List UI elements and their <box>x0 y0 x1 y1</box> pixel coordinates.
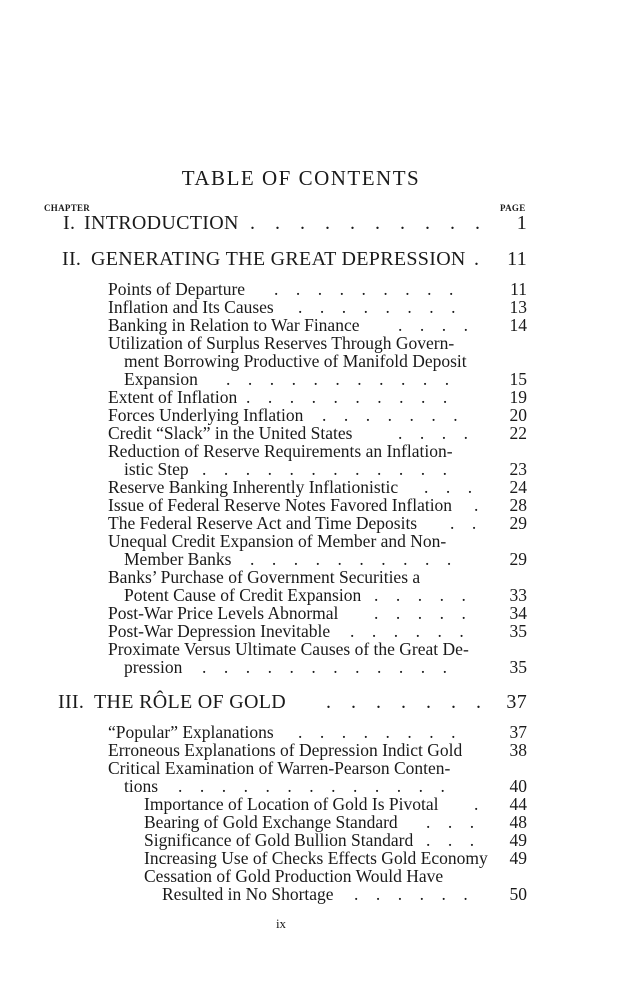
section-title: Forces Underlying Inflation <box>108 405 304 425</box>
section-title-line: Expansion <box>124 369 198 389</box>
page-number: 44 <box>509 794 527 814</box>
section-title: Points of Departure <box>108 279 246 299</box>
page-number: 20 <box>509 405 527 425</box>
chapter-title: THE RÔLE OF GOLD <box>94 691 287 713</box>
leader-dots: . . . . . . . . <box>298 297 456 317</box>
leader-dots: . . . . . . . <box>326 691 481 713</box>
page-number: 35 <box>509 657 527 677</box>
page-number: 23 <box>509 459 527 479</box>
chapter-numeral: III. <box>58 691 85 713</box>
leader-dots: . . . . . . . . . . . . <box>202 657 447 677</box>
page-number: 15 <box>509 369 527 389</box>
section-title-line: tions <box>124 776 159 796</box>
subsection-title: Significance of Gold Bullion Standard <box>144 830 414 850</box>
page-number: 1 <box>516 212 527 234</box>
leader-dots: . . . . . . . . . . . . . <box>178 776 445 796</box>
section-title-line: Reduction of Reserve Requirements an Inflation- <box>108 441 453 461</box>
leader-dots: . <box>474 495 479 515</box>
subsection-title: Bearing of Gold Exchange Standard <box>144 812 398 832</box>
leader-dots: . . . . . . <box>350 621 464 641</box>
leader-dots: . . . . <box>398 423 468 443</box>
section-title-line: Unequal Credit Expansion of Member and Non- <box>108 531 447 551</box>
leader-dots: . . . . . <box>374 585 466 605</box>
page-folio: ix <box>275 916 287 931</box>
leader-dots: . . . . . . . . . <box>274 279 454 299</box>
leader-dots: . . . . . <box>374 603 466 623</box>
section-title-line: Member Banks <box>124 549 232 569</box>
page-title: TABLE OF CONTENTS <box>181 166 421 190</box>
section-title-line: Utilization of Surplus Reserves Through Govern- <box>108 333 455 353</box>
chapter-column-header: CHAPTER <box>44 203 91 213</box>
page-number: 49 <box>509 830 527 850</box>
section-title: “Popular” Explanations <box>108 722 274 742</box>
page-number: 49 <box>509 848 527 868</box>
page-number: 11 <box>507 248 527 270</box>
leader-dots: . . . . . . <box>354 884 468 904</box>
leader-dots: . . . . . . . . . . <box>250 212 480 234</box>
section-title-line: ment Borrowing Productive of Manifold Deposit <box>124 351 467 371</box>
section-title: The Federal Reserve Act and Time Deposits <box>108 513 418 533</box>
chapter-numeral: I. <box>63 212 76 234</box>
leader-dots: . . . . <box>398 315 468 335</box>
leader-dots: . . . <box>426 812 475 832</box>
leader-dots: . <box>474 248 479 270</box>
section-title-line: Critical Examination of Warren-Pearson Conten- <box>108 758 451 778</box>
leader-dots: . . . . . . . . . . <box>250 549 452 569</box>
page-number: 37 <box>506 691 527 713</box>
subsection-title: Importance of Location of Gold Is Pivotal <box>144 794 439 814</box>
page-column-header: PAGE <box>500 203 526 213</box>
subsection-title-line: Cessation of Gold Production Would Have <box>144 866 444 886</box>
section-title-line: istic Step <box>124 459 189 479</box>
leader-dots: . . <box>450 513 477 533</box>
subsection-title-line: Resulted in No Shortage <box>162 884 334 904</box>
page-number: 48 <box>509 812 527 832</box>
section-title-line: Proximate Versus Ultimate Causes of the Great De- <box>108 639 469 659</box>
page-number: 37 <box>509 722 527 742</box>
section-title-line: Banks’ Purchase of Government Securities a <box>108 567 421 587</box>
page-number: 34 <box>509 603 527 623</box>
chapter-numeral: II. <box>62 248 82 270</box>
section-title: Erroneous Explanations of Depression Indict Gold <box>108 740 463 760</box>
section-title-line: pression <box>124 657 183 677</box>
page-number: 50 <box>509 884 527 904</box>
page-number: 14 <box>509 315 527 335</box>
page-number: 22 <box>509 423 527 443</box>
chapter-title: GENERATING THE GREAT DEPRESSION <box>91 248 466 270</box>
page-number: 33 <box>509 585 527 605</box>
page-number: 11 <box>510 279 527 299</box>
leader-dots: . . . . . . . <box>322 405 458 425</box>
page-number: 24 <box>509 477 527 497</box>
section-title: Post-War Price Levels Abnormal <box>108 603 339 623</box>
page-number: 29 <box>509 513 527 533</box>
leader-dots: . <box>474 794 479 814</box>
page-number: 19 <box>509 387 527 407</box>
page-number: 29 <box>509 549 527 569</box>
page-number: 38 <box>509 740 527 760</box>
section-title: Issue of Federal Reserve Notes Favored Inflation <box>108 495 453 515</box>
section-title: Post-War Depression Inevitable <box>108 621 331 641</box>
chapter-title: INTRODUCTION <box>84 212 239 234</box>
leader-dots: . . . <box>424 477 473 497</box>
section-title: Reserve Banking Inherently Inflationistic <box>108 477 399 497</box>
page-number: 13 <box>509 297 527 317</box>
leader-dots: . . . <box>426 830 475 850</box>
leader-dots: . . . . . . . . . . . . <box>202 459 447 479</box>
subsection-title: Increasing Use of Checks Effects Gold Economy <box>144 848 488 868</box>
section-title: Extent of Inflation <box>108 387 238 407</box>
section-title-line: Potent Cause of Credit Expansion <box>124 585 362 605</box>
leader-dots: . . . . . . . . <box>298 722 456 742</box>
page-number: 40 <box>509 776 527 796</box>
leader-dots: . . . . . . . . . . <box>246 387 448 407</box>
page-number: 28 <box>509 495 527 515</box>
section-title: Credit “Slack” in the United States <box>108 423 353 443</box>
section-title: Inflation and Its Causes <box>108 297 274 317</box>
page-number: 35 <box>509 621 527 641</box>
leader-dots: . . . . . . . . . . . <box>226 369 450 389</box>
section-title: Banking in Relation to War Finance <box>108 315 360 335</box>
